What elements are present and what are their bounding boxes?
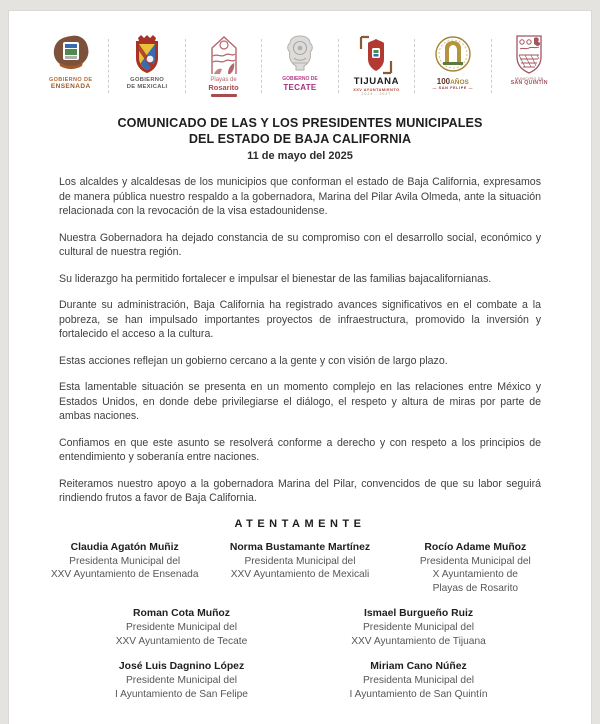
signatory-municipality: XXV Ayuntamiento de Tecate [115, 635, 248, 647]
signatory-role: Presidente Municipal del [126, 675, 237, 686]
rosarito-caption-line1: Playas de [210, 77, 237, 83]
san-felipe-anniversary-icon [432, 33, 474, 77]
signatory-name: Claudia Agatón Muñiz [70, 541, 179, 553]
signatory-municipality: XXV Ayuntamiento de Tijuana [351, 635, 486, 647]
document-title-line1: COMUNICADO DE LAS Y LOS PRESIDENTES MUNICIPALES [117, 116, 483, 130]
tecate-caption-line1: GOBIERNO DE [282, 76, 318, 82]
san-quintin-crest-icon [511, 33, 547, 77]
logo-san-quintin [492, 33, 567, 87]
san-quintin-caption-line2: SAN QUINTÍN [510, 80, 548, 87]
rosarito-caption-line2: Rosarito [208, 82, 239, 92]
rosarito-caption-bar [211, 94, 237, 97]
ensenada-caption-line2: ENSENADA [50, 83, 91, 91]
signature-block-san-felipe [63, 660, 300, 701]
signatory-municipality: I Ayuntamiento de San Felipe [115, 688, 248, 700]
municipal-logos-strip [33, 33, 567, 105]
signatory-name: Roman Cota Muñoz [133, 608, 230, 619]
paragraph: Reiteramos nuestro apoyo a la gobernadora Marina del Pilar, convencidos de que su labor seguirá rindiendo frutos a favor de Baja California. [59, 477, 541, 504]
signatory-role: Presidenta Municipal del [244, 555, 356, 567]
signatory-municipality: I Ayuntamiento de San Quintín [349, 688, 488, 700]
ensenada-caption-line1: GOBIERNO DE [48, 77, 93, 83]
signatory-name: Rocío Adame Muñoz [424, 541, 527, 553]
signatory-role: Presidenta Municipal del [363, 675, 474, 686]
san-felipe-caption-line2: — SAN FELIPE — [432, 86, 474, 91]
logo-rosarito [186, 33, 261, 97]
signature-block-rosarito [388, 541, 563, 596]
signatory-role: Presidenta Municipal del [69, 555, 181, 567]
logo-san-felipe [415, 33, 490, 91]
signature-block-tijuana [300, 607, 537, 648]
mexicali-shield-icon [130, 33, 164, 77]
signatory-name: Miriam Cano Núñez [370, 661, 467, 672]
logo-tijuana [339, 33, 414, 96]
paragraph: Durante su administración, Baja California ha registrado avances significativos en el combate a la pobreza, se han impulsado importantes proyectos de infraestructura, promovido la inversión y fortalecido el acceso a la cultura. [59, 299, 541, 340]
san-quintin-caption-line1: MUNICIPIO DE [514, 77, 544, 81]
tecate-seal-icon [280, 33, 320, 77]
document-body [59, 175, 541, 506]
mexicali-caption-line1: GOBIERNO [130, 77, 165, 83]
tijuana-caption-line2: XXV AYUNTAMIENTO [353, 87, 400, 92]
san-felipe-caption-line1: 100AÑOS [436, 77, 469, 86]
document-title [33, 115, 567, 147]
logo-tecate [262, 33, 337, 92]
signatory-role: Presidente Municipal del [126, 622, 237, 633]
tecate-caption-line2: TECATE [283, 82, 317, 92]
signatory-role: Presidenta Municipal del [419, 555, 531, 567]
signatory-role: Presidente Municipal del [363, 622, 474, 633]
signatures-row-1 [33, 541, 567, 596]
signatory-name: José Luis Dagnino López [118, 661, 245, 672]
logo-mexicali [109, 33, 184, 90]
document-page [8, 10, 592, 724]
signatory-name: Norma Bustamante Martínez [229, 541, 371, 553]
closing-label: ATENTAMENTE [234, 517, 366, 530]
paragraph: Nuestra Gobernadora ha dejado constancia de su compromiso con el desarrollo social, económico y cultural de nuestra región. [59, 231, 541, 258]
signatory-municipality: XXV Ayuntamiento de Ensenada [50, 569, 199, 580]
signature-block-tecate [63, 607, 300, 648]
signatory-municipality: X Ayuntamiento de [432, 569, 518, 580]
signature-block-mexicali [212, 541, 387, 596]
paragraph: Confiamos en que este asunto se resolverá conforme a derecho y con respeto a los principios de entendimiento y soberanía entre naciones. [59, 436, 541, 463]
signatory-municipality-2: Playas de Rosarito [432, 582, 519, 594]
mexicali-caption-line2: DE MEXICALI [126, 83, 168, 90]
signatures-row-3 [33, 660, 567, 701]
document-title-line2: DEL ESTADO DE BAJA CALIFORNIA [188, 132, 412, 146]
paragraph: Esta lamentable situación se presenta en un momento complejo en las relaciones entre México y Estados Unidos, en donde debe privilegiarse el diálogo, el respeto y altura de miras por parte de ambas naciones. [59, 381, 541, 422]
signature-block-ensenada [37, 541, 212, 596]
signatory-municipality: XXV Ayuntamiento de Mexicali [230, 569, 370, 580]
ensenada-seal-icon [49, 33, 93, 77]
signatures-row-2 [33, 607, 567, 648]
signatory-name: Ismael Burgueño Ruiz [363, 608, 474, 619]
document-date: 11 de mayo del 2025 [247, 150, 353, 162]
tijuana-shield-icon [353, 33, 399, 77]
signature-block-san-quintin [300, 660, 537, 701]
tijuana-caption-line3: 2024 - 2027 [361, 92, 392, 97]
paragraph: Los alcaldes y alcaldesas de los municipios que conforman el estado de Baja California, expresamos de manera pública nuestro respaldo a la gobernadora, Marina del Pilar Avila Olmeda, ante la situación relacionada con la revocación de la visa estadounidense. [59, 176, 541, 217]
tijuana-caption-line1: TIJUANA [353, 76, 400, 87]
rosarito-emblem-icon [204, 33, 244, 77]
logo-ensenada [33, 33, 108, 91]
paragraph: Estas acciones reflejan un gobierno cercano a la gente y con visión de largo plazo. [59, 354, 448, 367]
paragraph: Su liderazgo ha permitido fortalecer e impulsar el bienestar de las familias bajacalifornianas. [59, 272, 492, 285]
